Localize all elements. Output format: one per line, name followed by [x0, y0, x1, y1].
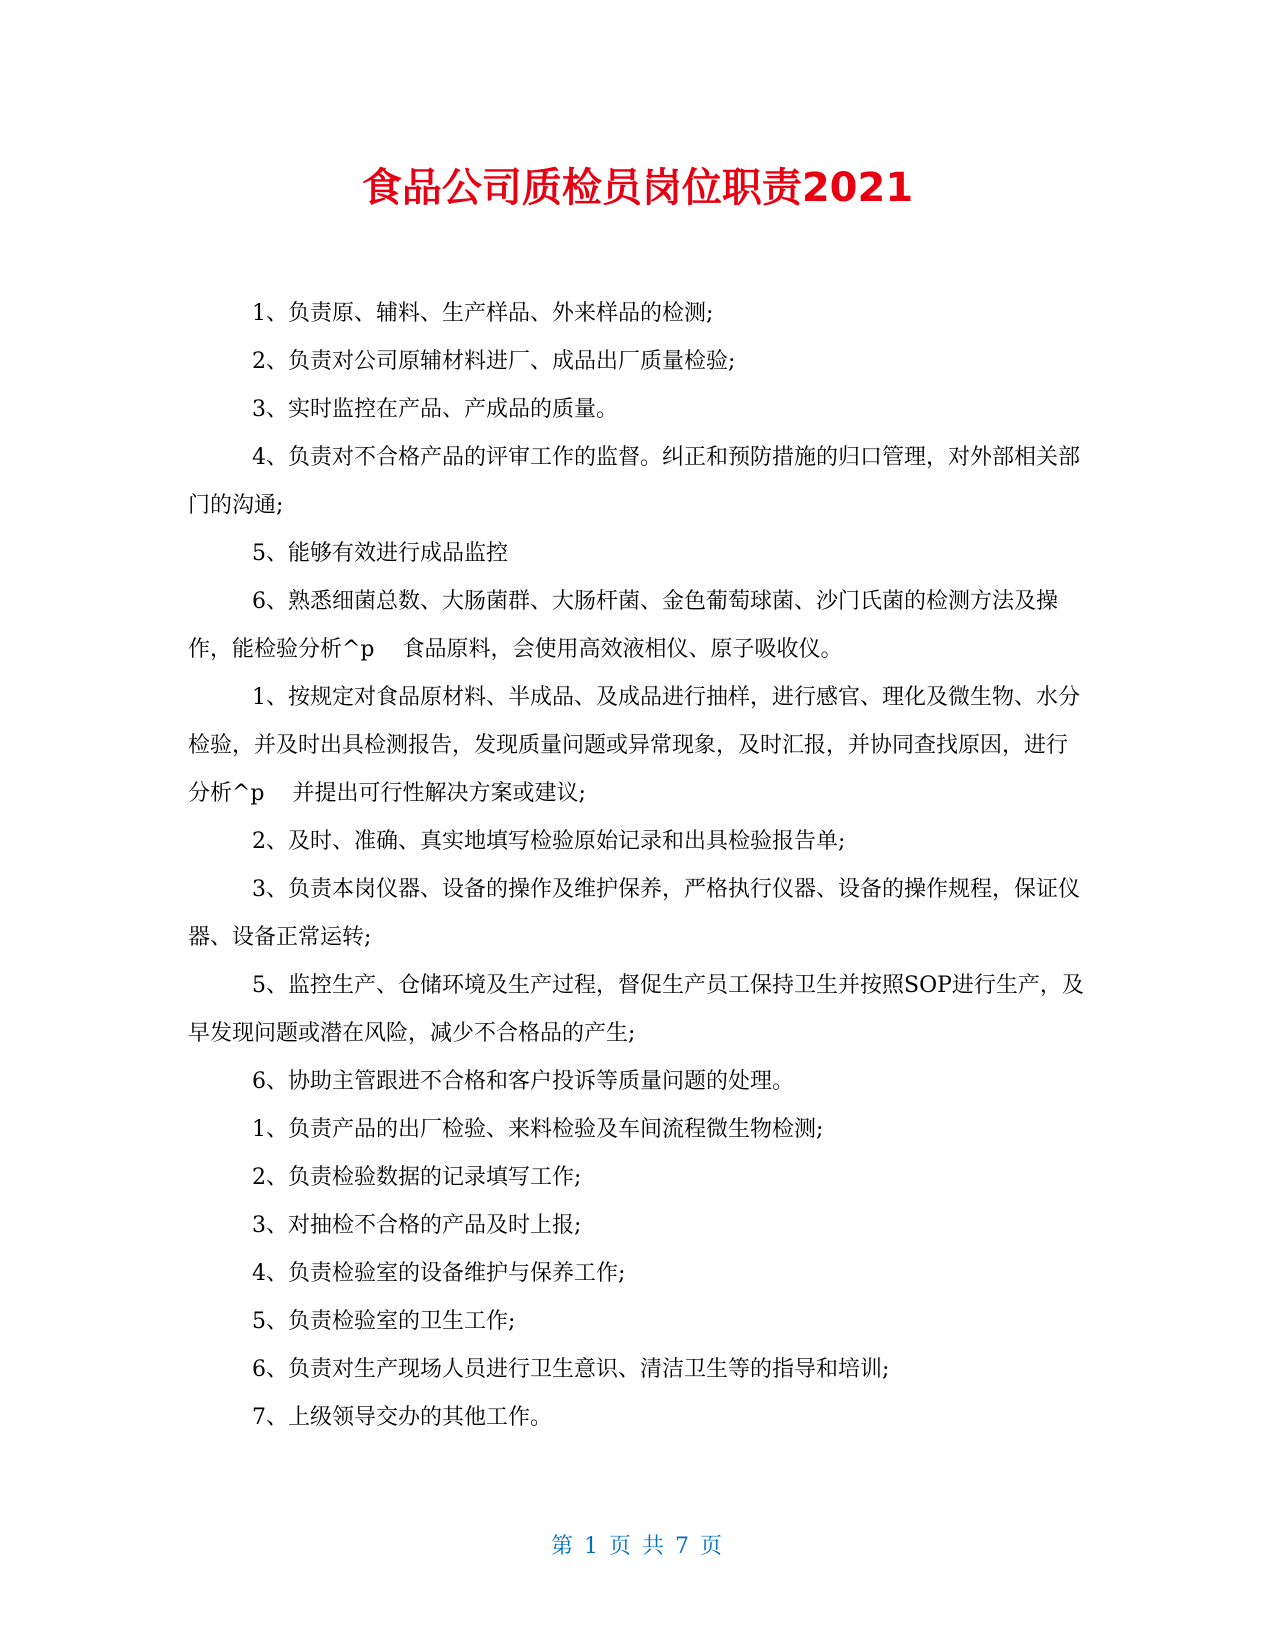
- paragraph: 1、负责产品的出厂检验、来料检验及车间流程微生物检测;: [252, 1117, 824, 1142]
- page-number-footer: 第 1 页 共 7 页: [551, 1534, 724, 1559]
- paragraph: 5、能够有效进行成品监控: [252, 541, 508, 566]
- paragraph: 3、实时监控在产品、产成品的质量。: [252, 397, 618, 422]
- paragraph: 4、负责检验室的设备维护与保养工作;: [252, 1261, 626, 1286]
- paragraph: 2、负责检验数据的记录填写工作;: [252, 1165, 582, 1190]
- paragraph: 1、按规定对食品原材料、半成品、及成品进行抽样，进行感官、理化及微生物、水分检验，并及时出具检测报告，发现质量问题或异常现象，及时汇报，并协同查找原因，进行分析^p 并提出可行性解决方案或建议;: [188, 685, 1080, 806]
- paragraph: 2、负责对公司原辅材料进厂、成品出厂质量检验;: [252, 349, 736, 374]
- paragraph: 5、负责检验室的卫生工作;: [252, 1309, 516, 1334]
- paragraph: 1、负责原、辅料、生产样品、外来样品的检测;: [252, 301, 714, 326]
- paragraph: 3、对抽检不合格的产品及时上报;: [252, 1213, 582, 1238]
- paragraph: 5、监控生产、仓储环境及生产过程，督促生产员工保持卫生并按照SOP进行生产，及早发现问题或潜在风险，减少不合格品的产生;: [188, 973, 1084, 1046]
- page-title: 食品公司质检员岗位职责2021: [361, 165, 914, 211]
- document-body: [188, 290, 1088, 1442]
- paragraph: 3、负责本岗仪器、设备的操作及维护保养，严格执行仪器、设备的操作规程，保证仪器、设备正常运转;: [188, 877, 1080, 950]
- paragraph: 4、负责对不合格产品的评审工作的监督。纠正和预防措施的归口管理，对外部相关部门的沟通;: [188, 445, 1080, 518]
- paragraph: 2、及时、准确、真实地填写检验原始记录和出具检验报告单;: [252, 829, 846, 854]
- paragraph: 6、协助主管跟进不合格和客户投诉等质量问题的处理。: [252, 1069, 794, 1094]
- paragraph: 6、熟悉细菌总数、大肠菌群、大肠杆菌、金色葡萄球菌、沙门氏菌的检测方法及操作，能检验分析^p 食品原料，会使用高效液相仪、原子吸收仪。: [188, 589, 1058, 662]
- paragraph: 6、负责对生产现场人员进行卫生意识、清洁卫生等的指导和培训;: [252, 1357, 890, 1382]
- paragraph: 7、上级领导交办的其他工作。: [252, 1405, 552, 1430]
